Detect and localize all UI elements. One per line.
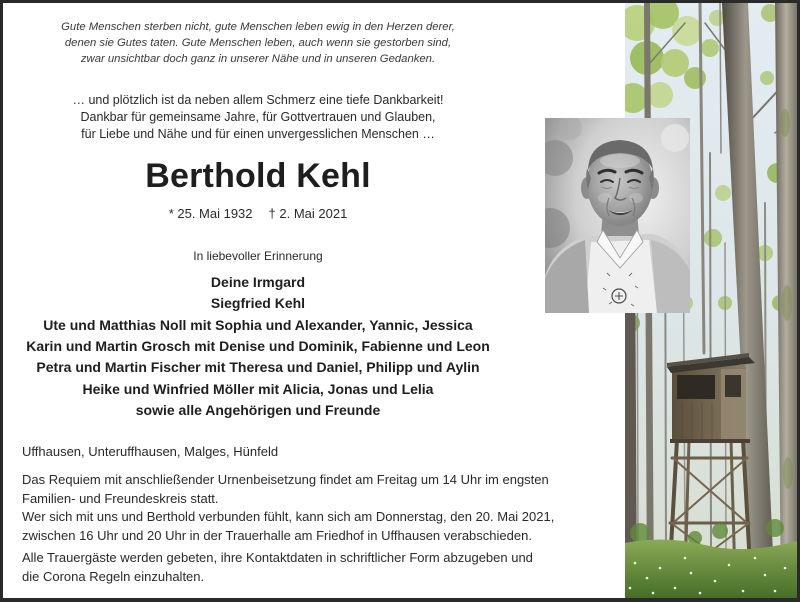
corona-notice — [22, 549, 554, 586]
quote-line: denen sie Gutes taten. Gute Menschen leben, auch wenn sie gestorben sind, — [64, 37, 452, 49]
funeral-notices — [22, 471, 554, 586]
gratitude-line: … und plötzlich ist da neben allem Schmerz eine tiefe Dankbarkeit! — [72, 93, 444, 107]
notice-line: Alle Trauergäste werden gebeten, ihre Kontaktdaten in schriftlicher Form abzugeben und — [22, 550, 533, 565]
quote-line: zwar unsichtbar doch ganz in unserer Nähe und in unseren Gedanken. — [80, 53, 436, 65]
deceased-name: Berthold Kehl — [145, 157, 371, 195]
farewell-notice — [22, 508, 554, 545]
gratitude-line: Dankbar für gemeinsame Jahre, für Gottvertrauen und Glauben, — [80, 110, 436, 124]
notice-line: Das Requiem mit anschließender Urnenbeisetzung findet am Freitag um 14 Uhr im engsten — [22, 472, 549, 487]
life-dates — [0, 205, 516, 223]
notice-line: zwischen 16 Uhr und 20 Uhr in der Trauerhalle am Friedhof in Uffhausen verabschieden. — [22, 527, 532, 543]
notice-line: die Corona Regeln einzuhalten. — [22, 568, 205, 584]
birth-date: * 25. Mai 1932 — [168, 206, 253, 221]
mourner-line: Deine Irmgard — [210, 274, 306, 290]
mourners-list — [0, 272, 516, 421]
requiem-notice — [22, 471, 554, 508]
death-date: † 2. Mai 2021 — [268, 206, 348, 221]
mourner-line: Petra und Martin Fischer mit Theresa und Daniel, Philipp und Aylin — [36, 359, 480, 376]
gratitude-text — [0, 92, 516, 143]
mourner-line: Ute und Matthias Noll mit Sophia und Alexander, Yannic, Jessica — [43, 316, 473, 333]
notice-line: Wer sich mit uns und Berthold verbunden fühlt, kann sich am Donnerstag, den 20. Mai 2021, — [22, 509, 555, 524]
quote-line: Gute Menschen sterben nicht, gute Menschen leben ewig in den Herzen derer, — [61, 21, 455, 33]
portrait-photo — [545, 118, 690, 313]
notice-line: Familien- und Freundeskreis statt. — [22, 490, 219, 506]
remembrance-heading: In liebevoller Erinnerung — [193, 249, 323, 263]
mourner-line: sowie alle Angehörigen und Freunde — [135, 401, 381, 418]
mourner-line: Karin und Martin Grosch mit Denise und Dominik, Fabienne und Leon — [26, 337, 490, 354]
mourner-line: Heike und Winfried Möller mit Alicia, Jonas und Lelia — [82, 380, 434, 397]
places-line: Uffhausen, Unteruffhausen, Malges, Hünfeld — [22, 444, 279, 459]
mourner-line: Siegfried Kehl — [210, 295, 306, 312]
memorial-quote — [0, 19, 516, 67]
gratitude-line: für Liebe und Nähe und für einen unvergesslichen Menschen … — [81, 127, 435, 141]
